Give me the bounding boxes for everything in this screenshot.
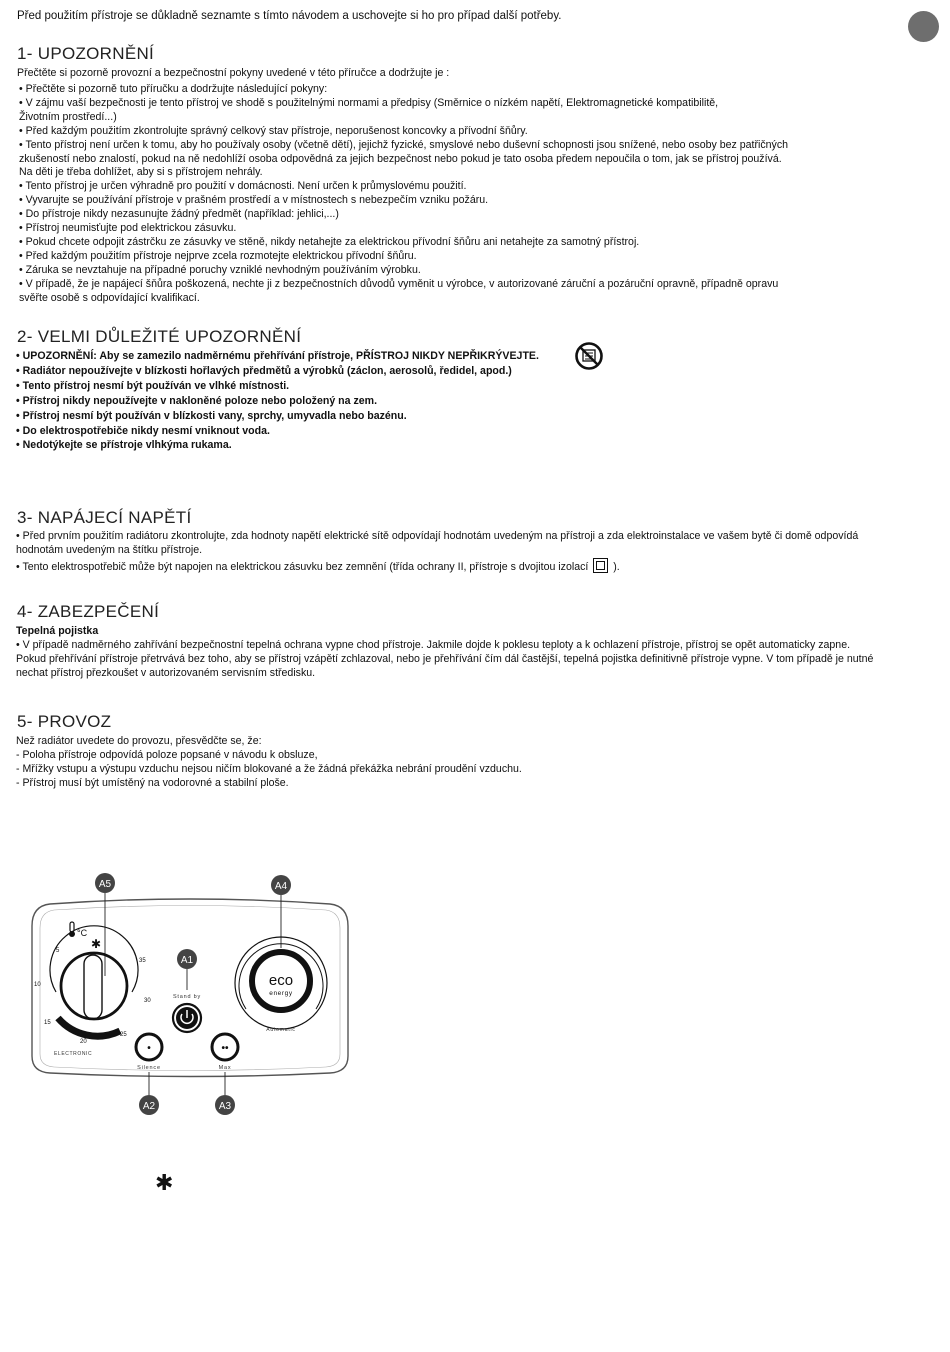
silence-label: Silence bbox=[137, 1065, 161, 1071]
section3-title: 3- NAPÁJECÍ NAPĚTÍ bbox=[17, 508, 192, 527]
section2-line: • Tento přístroj nesmí být používán ve vlhké místnosti. bbox=[16, 379, 290, 392]
silence-dot: • bbox=[147, 1043, 151, 1054]
footnote-asterisk: ✱ bbox=[155, 1170, 174, 1195]
energy-label: energy bbox=[269, 990, 293, 997]
dial-tick-10: 10 bbox=[34, 982, 41, 988]
dial-tick-5: 5 bbox=[56, 948, 60, 954]
dial-heat-arc bbox=[58, 1018, 120, 1036]
section2-line: • Do elektrospotřebiče nikdy nesmí vniknout voda. bbox=[16, 424, 270, 437]
section1-line: Životním prostředí...) bbox=[19, 110, 117, 123]
dial-tick-20: 20 bbox=[80, 1039, 87, 1045]
section1-title: 1- UPOZORNĚNÍ bbox=[17, 44, 155, 63]
section1-line: • Záruka se nevztahuje na případné poruchy vzniklé nevhodným používáním výrobku. bbox=[19, 263, 421, 276]
do-not-cover-icon bbox=[574, 341, 604, 371]
section3-list bbox=[16, 530, 858, 575]
dial-tick-30: 30 bbox=[144, 998, 151, 1004]
snowflake-icon: ✱ bbox=[91, 937, 102, 951]
section1-line: • V zájmu vaší bezpečnosti je tento přístroj ve shodě s použitelnými normami a předpisy (Směrnice o nízkém napětí, Elektromagnetické kompatibilitě, bbox=[19, 96, 719, 109]
section1-list bbox=[19, 83, 788, 306]
section3-line3-after: ). bbox=[613, 560, 620, 573]
eco-label: eco bbox=[268, 972, 294, 989]
section4-line: • V případě nadměrného zahřívání bezpečnostní tepelná ochrana vypne chod přístroje. Jakmile dojde k poklesu teploty a k ochlazení přístroje, přístroj se opět automaticky zapne. bbox=[16, 639, 851, 651]
section1-line: • Tento přístroj není určen k tomu, aby ho používaly osoby (včetně dětí), jejichž fyzické, smyslové nebo duševní schopnosti jsou snížené, nebo osoby bez patřičných bbox=[19, 138, 789, 151]
section1-line: • Přístroj neumisťujte pod elektrickou zásuvku. bbox=[19, 222, 237, 235]
section5-title: 5- PROVOZ bbox=[17, 712, 112, 731]
section1-line: • Do přístroje nikdy nezasunujte žádný předmět (například: jehlici,...) bbox=[19, 208, 339, 221]
section1-line: • V případě, že je napájecí šňůra poškozená, nechte ji z bezpečnostních důvodů vyměnit u výrobce, v autorizované záruční a pozáruční opravně, případně opravu bbox=[19, 277, 779, 290]
section4-list bbox=[16, 639, 873, 681]
panel-outline bbox=[32, 899, 348, 1077]
section5-line: - Poloha přístroje odpovídá poloze popsané v návodu k obsluze, bbox=[16, 748, 318, 761]
callout-a4-label: A4 bbox=[274, 881, 288, 892]
section2-line: • Nedotýkejte se přístroje vlhkýma rukama. bbox=[16, 439, 232, 452]
section1-line: Na děti je třeba dohlížet, aby si s přístrojem nehrály. bbox=[19, 166, 263, 179]
dial-tick-15: 15 bbox=[44, 1020, 51, 1026]
section1-line: • Před každým použitím zkontrolujte správný celkový stav přístroje, neporušenost koncovky a přívodní šňůry. bbox=[19, 124, 528, 137]
dial-outer-ring bbox=[50, 926, 138, 992]
section5-line: Než radiátor uvedete do provozu, přesvědčte se, že: bbox=[16, 735, 262, 747]
callout-a2-label: A2 bbox=[142, 1101, 156, 1112]
callout-a5-label: A5 bbox=[98, 879, 112, 890]
section4-line: nechat přístroj přezkoušet v autorizovaném servisním středisku. bbox=[16, 666, 316, 679]
callout-a1-label: A1 bbox=[180, 955, 194, 966]
section1-line: • Přečtěte si pozorně tuto příručku a dodržujte následující pokyny: bbox=[19, 83, 328, 95]
max-dots: •• bbox=[221, 1043, 229, 1054]
dial-tick-35: 35 bbox=[139, 958, 146, 964]
section4-line: Pokud přehřívání přístroje přetrvává bez toho, aby se přístroj vzápětí zchlazoval, nebo je přehřívání čím dál častější, tepelná pojistka definitivně přístroje vypne. V tom případě je nutné bbox=[16, 652, 874, 665]
section2-line: • UPOZORNĚNÍ: Aby se zamezilo nadměrnému přehřívání přístroje, PŘÍSTROJ NIKDY NEPŘIKRÝVEJTE. bbox=[16, 350, 539, 362]
section3-line3-before: • Tento elektrospotřebič může být napojen na elektrickou zásuvku bez zemnění (třída ochrany II, přístroje s dvojitou izolací bbox=[16, 560, 589, 573]
section3-line: • Před prvním použitím radiátoru zkontrolujte, zda hodnoty napětí elektrické sítě odpovídají hodnotám uvedeným na přístroji a zda elektroinstalace ve vašem bytě či domě odpovídá bbox=[16, 530, 859, 542]
section5-line: - Mřížky vstupu a výstupu vzduchu nejsou ničím blokované a že žádná překážka nebrání proudění vzduchu. bbox=[16, 762, 522, 775]
section1-line: • Vyvarujte se používání přístroje v prašném prostředí a v místnostech s nebezpečím vzniku požáru. bbox=[19, 194, 489, 207]
section4-title: 4- ZABEZPEČENÍ bbox=[17, 602, 160, 621]
section2-line: • Přístroj nesmí být používán v blízkosti vany, sprchy, umyvadla nebo bazénu. bbox=[16, 409, 407, 422]
section2-list bbox=[16, 349, 539, 453]
section1-line: • Tento přístroj je určen výhradně pro použití v domácnosti. Není určen k průmyslovému použití. bbox=[19, 180, 467, 193]
section5-list bbox=[16, 735, 522, 791]
section1-line: • Pokud chcete odpojit zástrčku ze zásuvky ve stěně, nikdy netahejte za elektrickou přívodní šňůru ani netahejte za samotný přístroj. bbox=[19, 235, 640, 248]
temperature-dial bbox=[61, 953, 127, 1019]
language-badge bbox=[908, 11, 939, 42]
section3-line: hodnotám uvedeným na štítku přístroje. bbox=[16, 543, 203, 556]
section1-lead: Přečtěte si pozorně provozní a bezpečnostní pokyny uvedené v této příručce a dodržujte je : bbox=[17, 67, 450, 79]
dial-tick-25: 25 bbox=[120, 1032, 127, 1038]
section2-line: • Přístroj nikdy nepoužívejte v nakloněné poloze nebo položený na zem. bbox=[16, 394, 378, 407]
automatic-label: Automatic bbox=[266, 1027, 296, 1033]
section4-subtitle: Tepelná pojistka bbox=[16, 625, 99, 637]
standby-label: Stand by bbox=[172, 994, 202, 1000]
section1-line: svěřte osobě s odpovídající kvalifikací. bbox=[19, 291, 200, 304]
callout-a3-label: A3 bbox=[218, 1101, 232, 1112]
section1-line: zkušeností nebo znalostí, pokud na ně nedohlíží osoba odpovědná za jejich bezpečnost nebo pokud je tato osoba předem nepoučila o tom, jak se přístroj používá. bbox=[19, 152, 782, 165]
double-insulation-icon bbox=[593, 558, 608, 573]
section5-line: - Přístroj musí být umístěný na vodorovné a stabilní ploše. bbox=[16, 776, 289, 789]
control-panel-diagram bbox=[20, 866, 360, 1120]
intro-text: Před použitím přístroje se důkladně seznamte s tímto návodem a uschovejte si ho pro případ další potřeby. bbox=[17, 10, 562, 22]
section2-title: 2- VELMI DŮLEŽITÉ UPOZORNĚNÍ bbox=[17, 327, 302, 346]
section2-line: • Radiátor nepoužívejte v blízkosti hořlavých předmětů a výrobků (záclon, aerosolů, ředidel, apod.) bbox=[16, 364, 512, 377]
thermometer-icon bbox=[69, 922, 75, 937]
max-label: Max bbox=[218, 1065, 232, 1071]
section1-line: • Před každým použitím přístroje nejprve zcela rozmotejte elektrickou přívodní šňůru. bbox=[19, 249, 417, 262]
electronic-label: ELECTRONIC bbox=[54, 1051, 93, 1057]
dial-grip bbox=[84, 955, 102, 1019]
section3-line-class2 bbox=[16, 558, 858, 575]
temp-unit: °C bbox=[77, 928, 88, 938]
